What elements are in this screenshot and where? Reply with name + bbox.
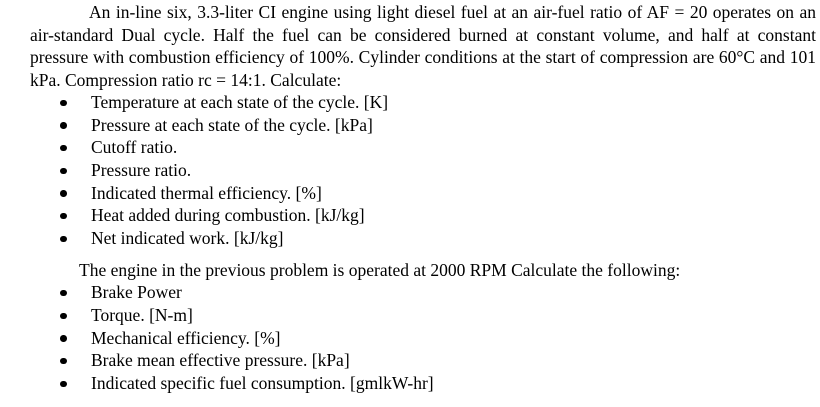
bullet-icon xyxy=(60,358,67,365)
list-item-text: Pressure ratio. xyxy=(91,160,192,181)
bullet-icon xyxy=(60,100,67,107)
bullet-icon xyxy=(60,213,67,220)
list-item xyxy=(30,204,816,227)
list-item-text: Mechanical efficiency. [%] xyxy=(91,327,281,348)
problem-2-statement: The engine in the previous problem is operated at 2000 RPM Calculate the following: xyxy=(79,259,681,280)
list-item-text: Brake mean effective pressure. [kPa] xyxy=(91,350,350,371)
problem-2-question-list xyxy=(30,281,816,394)
problem-1-question-list xyxy=(30,91,816,250)
problem-1-statement: An in-line six, 3.3-liter CI engine using light diesel fuel at an air-fuel ratio of AF = 20 operates on an air-standard Dual cycle. Half the fuel can be considered burned at constant volume, and half at constant pressure with combustion efficiency of 100%. Cylinder conditions at the start of compression are 60°C and 101 kPa. Compression ratio rc = 14:1. Calculate: xyxy=(30,2,816,90)
list-item xyxy=(30,182,816,205)
list-item xyxy=(30,304,816,327)
bullet-icon xyxy=(60,236,67,243)
list-item-text: Net indicated work. [kJ/kg] xyxy=(91,228,284,249)
document xyxy=(30,0,816,395)
list-item-text: Temperature at each state of the cycle. [K] xyxy=(91,92,389,112)
bullet-icon xyxy=(60,145,67,152)
list-item-text: Pressure at each state of the cycle. [kPa] xyxy=(91,114,373,135)
bullet-icon xyxy=(60,168,67,175)
list-item-text: Indicated specific fuel consumption. [gmlkW-hr] xyxy=(91,373,434,394)
bullet-icon xyxy=(60,190,67,197)
list-item-text: Cutoff ratio. xyxy=(91,137,178,158)
list-item xyxy=(30,281,816,304)
list-item xyxy=(30,372,816,395)
list-item xyxy=(30,227,816,250)
list-item xyxy=(30,114,816,137)
list-item-text: Brake Power xyxy=(91,282,182,303)
list-item xyxy=(30,349,816,372)
list-item xyxy=(30,327,816,350)
list-item-text: Indicated thermal efficiency. [%] xyxy=(91,182,322,203)
list-item xyxy=(30,91,816,114)
bullet-icon xyxy=(60,290,67,297)
bullet-icon xyxy=(60,122,67,129)
bullet-icon xyxy=(60,335,67,342)
list-item xyxy=(30,136,816,159)
list-item-text: Torque. [N-m] xyxy=(91,305,193,325)
bullet-icon xyxy=(60,381,67,388)
bullet-icon xyxy=(60,313,67,320)
list-item-text: Heat added during combustion. [kJ/kg] xyxy=(91,205,365,226)
list-item xyxy=(30,159,816,182)
